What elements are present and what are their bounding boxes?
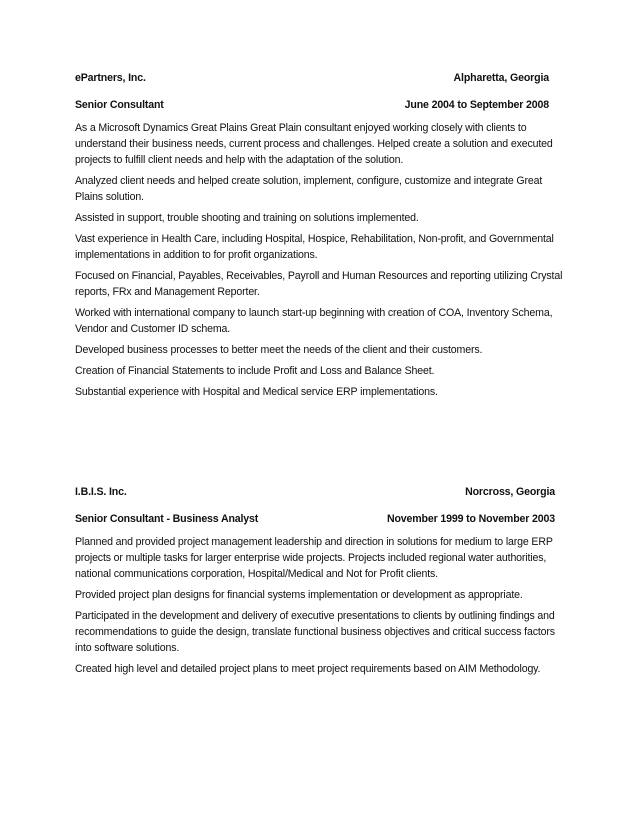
position-row — [75, 511, 563, 527]
job-description-paragraph: Provided project plan designs for financial systems implementation or development as appropriate. — [75, 589, 523, 601]
job-description-paragraph: Developed business processes to better meet the needs of the client and their customers. — [75, 344, 483, 356]
position-row — [75, 97, 563, 113]
job-description-paragraph: Vast experience in Health Care, including Hospital, Hospice, Rehabilitation, Non-profit, and Governmental implementations in addition to for profit organizations. — [75, 233, 554, 261]
company-name: I.B.I.S. Inc. — [75, 486, 127, 498]
job-description-paragraph: Worked with international company to launch start-up beginning with creation of COA, Inventory Schema, Vendor and Customer ID schema. — [75, 307, 553, 335]
job-description-paragraph: Created high level and detailed project plans to meet project requirements based on AIM Methodology. — [75, 663, 541, 675]
job-description-paragraph: Assisted in support, trouble shooting and training on solutions implemented. — [75, 212, 419, 224]
job-description-paragraph: Creation of Financial Statements to include Profit and Loss and Balance Sheet. — [75, 365, 435, 377]
job-title: Senior Consultant - Business Analyst — [75, 513, 259, 525]
job-description-paragraph: Analyzed client needs and helped create solution, implement, configure, customize and integrate Great Plains solution. — [75, 175, 543, 203]
job-entry-ibis — [75, 484, 563, 682]
job-description-paragraph: As a Microsoft Dynamics Great Plains Great Plain consultant enjoyed working closely with clients to understand their business needs, current process and challenges. Helped create a solution and executed projects to fulfill client needs and help with the adaptation of the solution. — [75, 122, 553, 166]
company-location: Alpharetta, Georgia — [453, 72, 549, 84]
job-dates: June 2004 to September 2008 — [404, 99, 549, 111]
job-title: Senior Consultant — [75, 99, 164, 111]
company-name: ePartners, Inc. — [75, 72, 146, 84]
job-description-paragraph: Focused on Financial, Payables, Receivables, Payroll and Human Resources and reporting utilizing Crystal reports, FRx and Management Reporter. — [75, 270, 563, 298]
company-location: Norcross, Georgia — [465, 486, 555, 498]
job-dates: November 1999 to November 2003 — [386, 513, 555, 525]
job-description-paragraph: Participated in the development and delivery of executive presentations to clients by outlining findings and recommendations to guide the design, translate functional business objectives and critical success factors into software solutions. — [75, 610, 555, 654]
job-description-paragraph: Planned and provided project management leadership and direction in solutions for medium to large ERP projects or multiple tasks for larger enterprise wide projects. Projects included regional water authorities, national communications corporation, Hospital/Medical and Not for Profit clients. — [75, 536, 553, 580]
employer-row — [75, 70, 563, 86]
job-entry-epartners — [75, 70, 563, 405]
job-description-paragraph: Substantial experience with Hospital and Medical service ERP implementations. — [75, 386, 438, 398]
employer-row — [75, 484, 563, 500]
